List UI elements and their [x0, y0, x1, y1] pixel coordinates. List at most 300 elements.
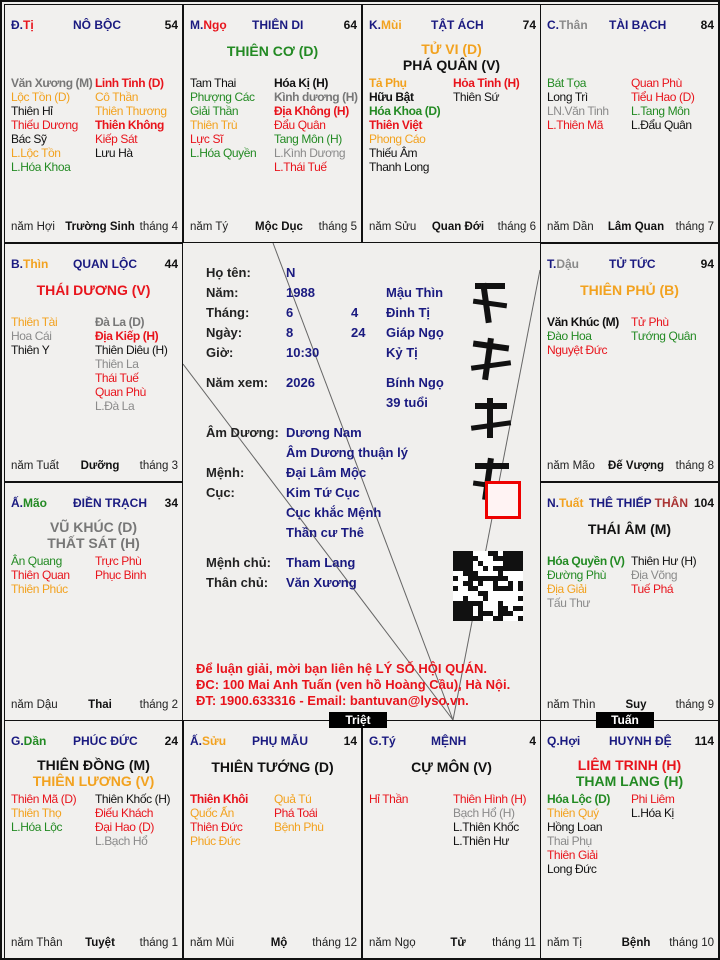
palace-phúc-đức[interactable] [4, 720, 183, 959]
minor-star[interactable]: Đại Hao (D) [95, 820, 154, 834]
star-list-right [95, 792, 170, 848]
earthly-branch: Thìn [23, 257, 49, 271]
palace-phụ-mẫu[interactable] [183, 720, 362, 959]
star-list-right [95, 554, 146, 582]
age-number: 54 [164, 18, 178, 32]
palace-label: HUYNH ĐỆ [609, 734, 672, 748]
minor-star[interactable]: Đào Hoa [547, 329, 592, 343]
star-list-left [547, 554, 624, 610]
than-marker: THÂN [654, 496, 688, 510]
life-phase: Tử [450, 937, 466, 949]
qr-module [483, 596, 488, 601]
qr-module [508, 586, 513, 591]
palace-name [609, 734, 672, 748]
minor-star[interactable]: Thiên Phúc [11, 582, 68, 596]
month-label: tháng 12 [312, 937, 357, 949]
minor-star[interactable]: Long Đức [547, 862, 597, 876]
minor-star[interactable]: Hóa Kị (H) [274, 76, 328, 90]
minor-star[interactable]: Tuế Phá [631, 582, 674, 596]
life-phase: Trường Sinh [65, 221, 135, 233]
info-label: Mệnh chủ: [206, 555, 271, 570]
palace-label: PHỤ MẪU [252, 734, 308, 748]
earthly-branch: Tý [381, 734, 396, 748]
month-label: tháng 6 [497, 221, 536, 233]
minor-star[interactable]: Đà La (D) [95, 315, 145, 329]
minor-star[interactable]: Tử Phù [631, 315, 669, 329]
minor-star[interactable]: Thiên Giải [547, 848, 598, 862]
info-canchi-value: Đinh Tị [386, 305, 431, 320]
age-number: 4 [529, 734, 536, 748]
tuan-tag: Tuấn [596, 712, 654, 728]
minor-star[interactable]: Quả Tú [274, 792, 312, 806]
minor-star[interactable]: Thiên Hình (H) [453, 792, 527, 806]
info-value: 8 [286, 325, 294, 340]
minor-star[interactable]: Thiên Hỉ [11, 104, 53, 118]
palace-name [589, 496, 688, 510]
info-value: Âm Dương thuận lý [286, 445, 408, 460]
minor-star[interactable]: Bệnh Phù [274, 820, 324, 834]
palace-header [547, 734, 714, 750]
info-label: Âm Dương: [206, 425, 279, 440]
earthly-branch: Hợi [559, 734, 581, 748]
minor-star[interactable]: Phúc Đức [190, 834, 241, 848]
minor-star[interactable]: Thanh Long [369, 160, 430, 174]
red-seal-stamp [485, 481, 521, 519]
contact-line: ĐT: 1900.633316 - Email: bantuvan@lyso.vn. [196, 693, 469, 708]
minor-star[interactable]: Long Trì [547, 90, 588, 104]
palace-name [609, 18, 666, 32]
minor-star[interactable]: Hoa Cái [11, 329, 52, 343]
palace-name [73, 734, 138, 748]
year-label: năm Tị [547, 937, 582, 949]
life-phase: Lâm Quan [607, 221, 665, 233]
heavenly-stem: K. [369, 18, 381, 32]
heavenly-stem: Đ. [11, 18, 23, 32]
main-star[interactable]: THAM LANG (H) [575, 773, 684, 789]
minor-star[interactable]: Thiên La [95, 357, 139, 371]
life-phase: Đế Vượng [607, 460, 665, 472]
qr-module [518, 606, 523, 611]
minor-star[interactable]: Điếu Khách [95, 806, 154, 820]
palace-label: QUAN LỘC [73, 257, 137, 271]
palace-label: NÔ BỘC [73, 18, 121, 32]
heavenly-stem: Q. [547, 734, 560, 748]
minor-star[interactable]: Linh Tinh (D) [95, 76, 164, 90]
info-value: Tham Lang [286, 555, 356, 570]
qr-module [498, 616, 503, 621]
qr-module [483, 566, 488, 571]
year-label: năm Mão [547, 460, 595, 472]
minor-star[interactable]: L.Hóa Quyền [190, 146, 257, 160]
minor-star[interactable]: Thiên Diêu (H) [95, 343, 168, 357]
earthly-branch: Dậu [556, 257, 580, 271]
minor-star[interactable]: L.Tang Môn [631, 104, 690, 118]
main-star[interactable]: LIÊM TRINH (H) [577, 757, 682, 773]
life-phase: Dưỡng [80, 460, 120, 472]
qr-module [508, 611, 513, 616]
info-value: Cục khắc Mệnh [286, 505, 382, 520]
palace-thiên-di[interactable] [183, 4, 362, 243]
minor-star[interactable]: Bác Sỹ [11, 132, 47, 146]
life-phase: Tuyệt [85, 937, 115, 949]
minor-star[interactable]: Tang Môn (H) [274, 132, 342, 146]
year-label: năm Tý [190, 221, 229, 233]
palace-mệnh[interactable] [362, 720, 541, 959]
star-list-left [547, 315, 619, 357]
main-star[interactable]: VŨ KHÚC (D) [49, 519, 138, 535]
star-list-left [11, 315, 57, 357]
earthly-branch: Sửu [202, 734, 227, 748]
info-canchi-value: Bính Ngọ [386, 375, 444, 390]
palace-header [11, 734, 178, 750]
star-list-left [11, 76, 92, 174]
star-list-right [274, 792, 324, 834]
qr-module [518, 616, 523, 621]
palace-header [369, 18, 536, 34]
palace-name [431, 18, 484, 32]
palace-header [547, 257, 714, 273]
palace-label: PHÚC ĐỨC [73, 734, 138, 748]
star-list-right [631, 792, 675, 820]
minor-star[interactable]: Thiên Hư (H) [631, 554, 697, 568]
palace-thê-thiếp[interactable] [540, 482, 719, 721]
info-value: 6 [286, 305, 294, 320]
earthly-branch: Dần [23, 734, 47, 748]
palace-name [252, 734, 308, 748]
palace-nô-bộc[interactable] [4, 4, 183, 243]
age-number: 74 [522, 18, 536, 32]
star-list-right [453, 76, 519, 104]
minor-star[interactable]: Thai Phụ [547, 834, 592, 848]
star-list-right [274, 76, 358, 174]
minor-star[interactable]: Cô Thần [95, 90, 139, 104]
month-label: tháng 7 [675, 221, 714, 233]
minor-star[interactable]: Lưu Hà [95, 146, 133, 160]
minor-star[interactable]: Hỉ Thần [369, 792, 409, 806]
qr-module [453, 576, 458, 581]
info-lunar-value: 4 [351, 305, 359, 320]
month-label: tháng 9 [675, 699, 714, 711]
minor-star[interactable]: Thiên Quý [547, 806, 599, 820]
info-value: Dương Nam [286, 425, 362, 440]
minor-star[interactable]: Thiên Thọ [11, 806, 62, 820]
month-label: tháng 1 [139, 937, 178, 949]
month-label: tháng 4 [139, 221, 178, 233]
calligraphy-stroke [487, 398, 493, 438]
year-label: năm Ngọ [369, 937, 416, 949]
minor-star[interactable]: Giải Thần [190, 104, 239, 118]
minor-star[interactable]: Đẩu Quân [274, 118, 326, 132]
minor-star[interactable]: Ân Quang [11, 554, 62, 568]
minor-star[interactable]: L.Thiên Hư [453, 834, 510, 848]
year-label: năm Dậu [11, 699, 58, 711]
star-list-right [631, 76, 694, 132]
minor-star[interactable]: Kình dương (H) [274, 90, 358, 104]
minor-star[interactable]: L.Thiên Mã [547, 118, 604, 132]
info-label: Mệnh: [206, 465, 245, 480]
minor-star[interactable]: Thiên Không [95, 118, 164, 132]
main-star[interactable]: THÁI ÂM (M) [587, 521, 672, 537]
palace-tài-bạch[interactable] [540, 4, 719, 243]
star-list-right [95, 315, 167, 413]
main-star[interactable]: THIÊN LƯƠNG (V) [32, 773, 155, 789]
star-list-left [190, 792, 248, 848]
minor-star[interactable]: L.Đẩu Quân [631, 118, 692, 132]
heavenly-stem: G. [369, 734, 382, 748]
palace-header [11, 496, 178, 512]
age-number: 114 [694, 734, 714, 748]
life-phase: Bệnh [621, 937, 651, 949]
earthly-branch: Mùi [381, 18, 402, 32]
star-list-right [95, 76, 167, 160]
minor-star[interactable]: Địa Giải [547, 582, 587, 596]
minor-star[interactable]: L.Hóa Khoa [11, 160, 71, 174]
palace-tật-ách[interactable] [362, 4, 541, 243]
star-list-left [190, 76, 256, 160]
minor-star[interactable]: Thiên Khôi [190, 792, 248, 806]
minor-star[interactable]: Tướng Quân [631, 329, 697, 343]
qr-code[interactable] [453, 551, 523, 621]
heavenly-stem: Ấ. [11, 496, 23, 510]
palace-quan-lộc[interactable] [4, 243, 183, 482]
star-list-right [453, 792, 526, 848]
info-canchi-value: Mậu Thìn [386, 285, 444, 300]
minor-star[interactable]: Thái Tuế [95, 371, 139, 385]
minor-star[interactable]: Địa Võng [631, 568, 678, 582]
palace-header [190, 734, 357, 750]
star-list-left [547, 792, 610, 876]
life-phase: Mộc Dục [255, 221, 303, 233]
info-label: Tháng: [206, 305, 250, 320]
star-list-left [369, 792, 408, 806]
minor-star[interactable]: Tam Thai [190, 76, 236, 90]
heavenly-stem: M. [190, 18, 204, 32]
minor-star[interactable]: L.Hóa Lộc [11, 820, 63, 834]
qr-module [478, 616, 483, 621]
star-list-right [631, 315, 696, 343]
info-lunar-value: 24 [351, 325, 366, 340]
year-label: năm Thìn [547, 699, 596, 711]
palace-footer [547, 699, 714, 711]
minor-star[interactable]: Tấu Thư [547, 596, 591, 610]
minor-star[interactable]: Bát Tọa [547, 76, 587, 90]
main-star[interactable]: CỰ MÔN (V) [411, 759, 492, 775]
star-list-left [369, 76, 440, 174]
minor-star[interactable]: Hóa Quyền (V) [547, 554, 625, 568]
minor-star[interactable]: L.Thiên Khốc [453, 820, 519, 834]
minor-star[interactable]: Thiếu Âm [369, 146, 418, 160]
year-label: năm Mùi [190, 937, 235, 949]
minor-star[interactable]: L.Bạch Hổ [95, 834, 148, 848]
age-number: 44 [164, 257, 178, 271]
info-value: Đại Lâm Mộc [286, 465, 367, 480]
minor-star[interactable]: Thiên Quan [11, 568, 70, 582]
star-list-right [631, 554, 696, 596]
minor-star[interactable]: Quan Phù [631, 76, 682, 90]
earthly-branch: Mão [23, 496, 47, 510]
qr-module [478, 581, 483, 586]
minor-star[interactable]: Phi Liêm [631, 792, 675, 806]
palace-footer [369, 937, 536, 949]
info-value: 1988 [286, 285, 315, 300]
minor-star[interactable]: Thiên Sứ [453, 90, 500, 104]
main-star[interactable]: PHÁ QUÂN (V) [402, 57, 501, 73]
life-phase: Mộ [270, 937, 288, 949]
minor-star[interactable]: Hóa Khoa (D) [369, 104, 441, 118]
minor-star[interactable]: Phong Cáo [369, 132, 426, 146]
year-label: năm Dần [547, 221, 594, 233]
info-label: Giờ: [206, 345, 234, 360]
minor-star[interactable]: Nguyệt Đức [547, 343, 608, 357]
minor-star[interactable]: Lực Sĩ [190, 132, 223, 146]
palace-footer [11, 699, 178, 711]
palace-điền-trạch[interactable] [4, 482, 183, 721]
minor-star[interactable]: Lộc Tồn (D) [11, 90, 70, 104]
minor-star[interactable]: Thiên Khốc (H) [95, 792, 171, 806]
palace-footer [11, 460, 178, 472]
info-label: Họ tên: [206, 265, 251, 280]
palace-name [609, 257, 656, 271]
star-list-left [11, 554, 70, 596]
minor-star[interactable]: Thiên Đức [190, 820, 243, 834]
palace-header [547, 18, 714, 34]
minor-star[interactable]: Thiên Thương [95, 104, 167, 118]
minor-star[interactable]: Tiểu Hao (D) [631, 90, 695, 104]
palace-label: THIÊN DI [252, 18, 304, 32]
palace-tử-tức[interactable] [540, 243, 719, 482]
age-number: 14 [343, 734, 357, 748]
main-star[interactable]: TỬ VI (D) [421, 41, 482, 57]
minor-star[interactable]: Phục Binh [95, 568, 147, 582]
info-label: Cục: [206, 485, 235, 500]
minor-star[interactable]: Thiên Tài [11, 315, 58, 329]
minor-star[interactable]: Thiên Việt [369, 118, 423, 132]
minor-star[interactable]: Quan Phù [95, 385, 146, 399]
info-canchi-value: Giáp Ngọ [386, 325, 444, 340]
palace-footer [11, 937, 178, 949]
minor-star[interactable]: Quốc Ấn [190, 806, 234, 820]
palace-name [431, 734, 466, 748]
minor-star[interactable]: Thiên Trù [190, 118, 238, 132]
minor-star[interactable]: LN.Văn Tinh [547, 104, 609, 118]
palace-footer [547, 221, 714, 233]
heavenly-stem: C. [547, 18, 559, 32]
earthly-branch: Ngọ [203, 18, 227, 32]
month-label: tháng 3 [139, 460, 178, 472]
minor-star[interactable]: Văn Xương (M) [11, 76, 93, 90]
minor-star[interactable]: Kiếp Sát [95, 132, 138, 146]
main-star[interactable]: THIÊN CƠ (D) [226, 43, 319, 59]
palace-label: MỆNH [431, 734, 467, 748]
minor-star[interactable]: Địa Không (H) [274, 104, 349, 118]
main-star[interactable]: THẤT SÁT (H) [47, 535, 140, 551]
minor-star[interactable]: Bạch Hổ (H) [453, 806, 515, 820]
minor-star[interactable]: Hóa Lộc (D) [547, 792, 610, 806]
minor-star[interactable]: L.Đà La [95, 399, 135, 413]
palace-header [369, 734, 536, 750]
palace-label: TÀI BẠCH [609, 18, 667, 32]
age-number: 64 [343, 18, 357, 32]
heavenly-stem: G. [11, 734, 24, 748]
palace-footer [190, 221, 357, 233]
palace-footer [11, 221, 178, 233]
minor-star[interactable]: Thiếu Dương [11, 118, 78, 132]
minor-star[interactable]: L.Hóa Kị [631, 806, 674, 820]
minor-star[interactable]: Thiên Mã (D) [11, 792, 77, 806]
palace-header [11, 18, 178, 34]
palace-label: TẬT ÁCH [431, 18, 484, 32]
life-phase: Thai [88, 699, 112, 711]
palace-header [190, 18, 357, 34]
minor-star[interactable]: Hồng Loan [547, 820, 603, 834]
info-value: 10:30 [286, 345, 320, 360]
main-star[interactable]: THIÊN ĐỒNG (M) [37, 757, 150, 773]
info-value: Thần cư Thê [286, 525, 365, 540]
main-star[interactable]: THIÊN PHỦ (B) [580, 282, 679, 298]
earthly-branch: Tị [23, 18, 34, 32]
minor-star[interactable]: Địa Kiếp (H) [95, 329, 159, 343]
info-canchi-value: Kỷ Tị [386, 345, 418, 360]
qr-module [518, 596, 523, 601]
center-info-panel [183, 243, 540, 720]
minor-star[interactable]: Thiên Y [11, 343, 50, 357]
palace-footer [190, 937, 357, 949]
minor-star[interactable]: Đường Phù [547, 568, 607, 582]
palace-header [11, 257, 178, 273]
star-list-left [11, 792, 76, 834]
minor-star[interactable]: Hữu Bật [369, 90, 414, 104]
age-number: 34 [164, 496, 178, 510]
palace-huynh-đệ[interactable] [540, 720, 719, 959]
minor-star[interactable]: Trực Phù [95, 554, 142, 568]
life-phase: Suy [625, 699, 647, 711]
minor-star[interactable]: Văn Khúc (M) [547, 315, 619, 329]
minor-star[interactable]: L.Kình Dương [274, 146, 346, 160]
info-label: Năm: [206, 285, 239, 300]
heavenly-stem: T. [547, 257, 557, 271]
palace-footer [547, 460, 714, 472]
life-phase: Quan Đới [431, 221, 485, 233]
earthly-branch: Tuất [559, 496, 584, 510]
heavenly-stem: N. [547, 496, 559, 510]
year-label: năm Sửu [369, 221, 417, 233]
year-label: năm Thân [11, 937, 63, 949]
palace-label: TỬ TỨC [609, 257, 656, 271]
triet-tag: Triệt [329, 712, 387, 728]
main-star[interactable]: THIÊN TƯỚNG (D) [211, 759, 334, 775]
contact-line: Để luận giải, mời bạn liên hệ LÝ SỐ HỘI QUÁN. [196, 661, 487, 676]
info-value: 2026 [286, 375, 315, 390]
year-label: năm Tuất [11, 460, 59, 472]
age-number: 94 [700, 257, 714, 271]
minor-star[interactable]: Tả Phụ [369, 76, 407, 90]
minor-star[interactable]: Hỏa Tinh (H) [453, 76, 520, 90]
minor-star[interactable]: Phá Toái [274, 806, 318, 820]
info-value: N [286, 265, 296, 280]
palace-header [547, 496, 714, 512]
minor-star[interactable]: L.Lộc Tồn [11, 146, 61, 160]
palace-name [73, 257, 137, 271]
minor-star[interactable]: L.Thái Tuế [274, 160, 327, 174]
minor-star[interactable]: Phượng Các [190, 90, 255, 104]
heavenly-stem: Ấ. [190, 734, 202, 748]
main-star[interactable]: THÁI DƯƠNG (V) [36, 282, 151, 298]
palace-footer [369, 221, 536, 233]
palace-label: THÊ THIẾP [589, 496, 652, 510]
month-label: tháng 8 [675, 460, 714, 472]
contact-line: ĐC: 100 Mai Anh Tuấn (ven hồ Hoàng Cầu), Hà Nội. [196, 677, 511, 692]
palace-name [73, 496, 147, 510]
